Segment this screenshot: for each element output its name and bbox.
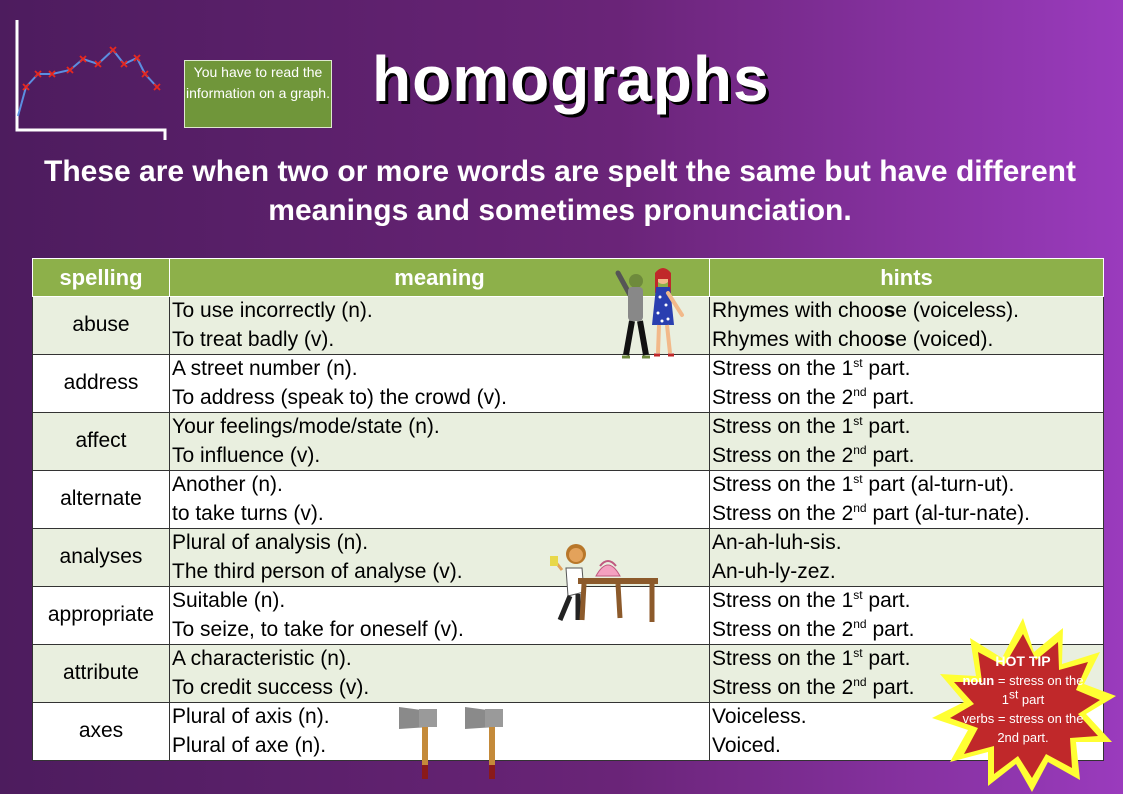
hint-line: Stress on the 2nd part. <box>712 674 915 699</box>
hint-line: An-uh-ly-zez. <box>712 559 836 583</box>
table-row <box>33 413 1104 471</box>
hint-line: Stress on the 2nd part (al-tur-nate). <box>712 500 1030 525</box>
meaning-line: The third person of analyse (v). <box>172 559 463 583</box>
spelling-cell: axes <box>33 703 170 761</box>
header-meaning: meaning <box>170 259 710 297</box>
meaning-line: Your feelings/mode/state (n). <box>172 415 440 438</box>
meaning-line: To address (speak to) the crowd (v). <box>172 385 507 409</box>
spelling-cell: abuse <box>33 297 170 355</box>
page-subtitle: These are when two or more words are spelt the same but have different meanings and sometimes pronunciation. <box>44 155 1076 227</box>
hints-cell <box>710 529 1104 587</box>
hints-cell <box>710 413 1104 471</box>
graph-note: You have to read the information on a graph. <box>184 60 332 128</box>
meaning-line: To influence (v). <box>172 443 321 467</box>
header-spelling: spelling <box>33 259 170 297</box>
hints-cell <box>710 297 1104 355</box>
hint-line: Stress on the 1st part. <box>712 646 911 670</box>
hot-tip-heading: HOT TIP <box>995 653 1051 669</box>
meaning-line: To credit success (v). <box>172 675 370 699</box>
hot-tip-verb: verbs = stress on the 2nd part. <box>962 711 1084 745</box>
hint-line: Stress on the 1st part. <box>712 588 911 612</box>
hot-tip-noun: noun = stress on the 1st part <box>962 673 1084 707</box>
person-at-table-illustration <box>548 540 663 625</box>
hints-cell <box>710 471 1104 529</box>
hint-line: An-ah-luh-sis. <box>712 531 842 554</box>
hint-line: Stress on the 1st part. <box>712 414 911 438</box>
hints-cell <box>710 355 1104 413</box>
table-row <box>33 355 1104 413</box>
meaning-line: To use incorrectly (n). <box>172 299 373 322</box>
hint-line: Voiced. <box>712 733 781 757</box>
meaning-line: To seize, to take for oneself (v). <box>172 617 464 641</box>
table-header-row <box>33 259 1104 297</box>
hint-line: Rhymes with choose (voiceless). <box>712 299 1019 322</box>
meaning-line: To treat badly (v). <box>172 327 335 351</box>
header-hints: hints <box>710 259 1104 297</box>
arguing-couple-illustration <box>608 265 688 365</box>
meaning-line: to take turns (v). <box>172 501 324 525</box>
meaning-line: Suitable (n). <box>172 589 286 612</box>
spelling-cell: affect <box>33 413 170 471</box>
meaning-line: A street number (n). <box>172 357 358 380</box>
line-graph-icon <box>10 18 170 143</box>
spelling-cell: attribute <box>33 645 170 703</box>
table-row <box>33 297 1104 355</box>
spelling-cell: analyses <box>33 529 170 587</box>
meaning-line: Plural of axe (n). <box>172 733 327 757</box>
table-row <box>33 471 1104 529</box>
meaning-cell <box>170 645 710 703</box>
hint-line: Stress on the 1st part (al-turn-ut). <box>712 472 1015 496</box>
spelling-cell: address <box>33 355 170 413</box>
meaning-line: A characteristic (n). <box>172 647 352 670</box>
hint-line: Stress on the 2nd part. <box>712 384 915 409</box>
spelling-cell: appropriate <box>33 587 170 645</box>
meaning-cell <box>170 471 710 529</box>
hint-line: Voiceless. <box>712 705 807 728</box>
meaning-line: Plural of axis (n). <box>172 705 330 728</box>
meaning-cell <box>170 413 710 471</box>
hint-line: Stress on the 1st part. <box>712 356 911 380</box>
spelling-cell: alternate <box>33 471 170 529</box>
meaning-line: Another (n). <box>172 473 283 496</box>
hint-line: Stress on the 2nd part. <box>712 442 915 467</box>
meaning-line: Plural of analysis (n). <box>172 531 369 554</box>
hint-line: Rhymes with choose (voiced). <box>712 327 994 351</box>
axes-illustration <box>395 703 510 783</box>
hot-tip-text <box>958 652 1088 747</box>
hint-line: Stress on the 2nd part. <box>712 616 915 641</box>
page-title: homographs <box>372 43 770 115</box>
